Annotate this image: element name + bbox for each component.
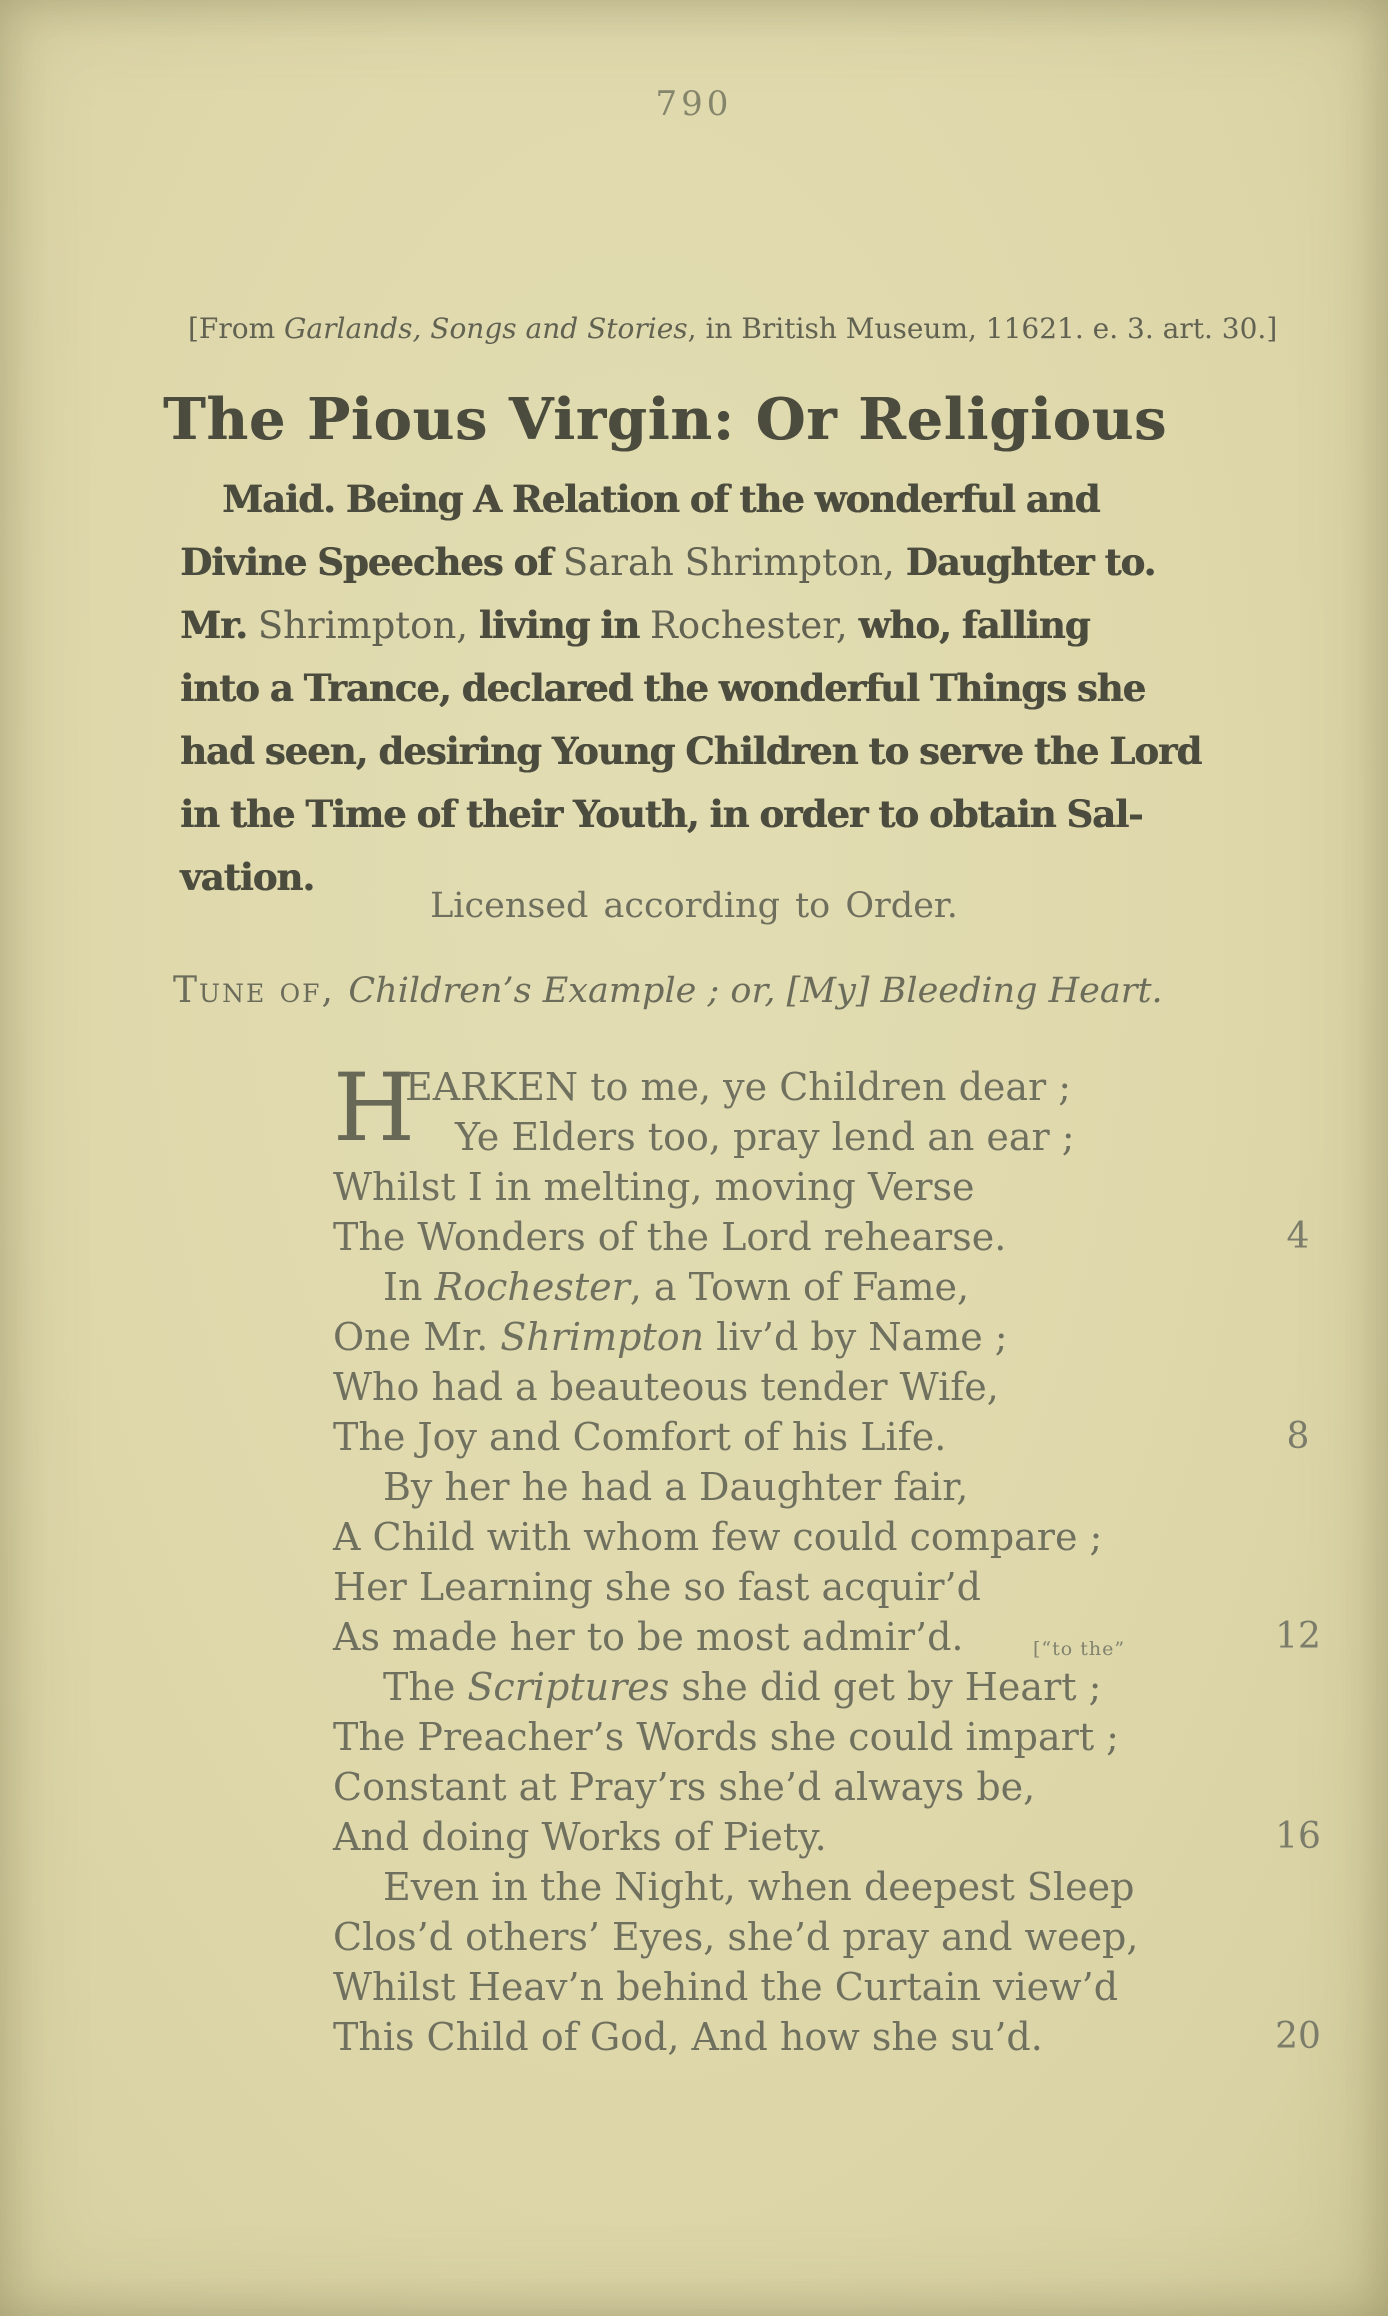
title-line [180,657,1300,720]
margin-note: [“to the” [1033,1638,1126,1660]
text-segment: in the Time of their Youth, in order to obtain Sal- [180,792,1143,836]
poem-line [333,1662,1353,1712]
text-segment: A Child with whom few could compare ; [333,1515,1103,1559]
poem-line [333,1962,1353,2012]
text-segment: EARKEN to me, ye Children dear ; [405,1065,1072,1109]
verse-number: 20 [1275,2016,1321,2057]
text-segment: And doing Works of Piety. [333,1815,827,1859]
text-segment: Rochester, [649,604,859,647]
ballad-title-subtitle [180,468,1300,909]
poem-line [333,1362,1353,1412]
ballad-title-line1: The Pious Virgin: Or Religious [163,386,1168,453]
text-segment: into a Trance, declared the wonderful Things she [180,666,1146,710]
text-segment: Who had a beauteous tender Wife, [333,1365,999,1409]
text-segment: Clos’d others’ Eyes, she’d pray and weep, [333,1915,1139,1959]
text-segment: Shrimpton [500,1315,705,1359]
text-segment: [From [188,312,285,345]
text-segment: Whilst I in melting, moving Verse [333,1165,975,1209]
poem-line [333,1162,1353,1212]
title-line [180,531,1300,594]
text-segment: The Joy and Comfort of his Life. [333,1415,947,1459]
text-segment: Scriptures [467,1665,670,1709]
poem-body [333,1054,1353,2062]
title-line [180,783,1300,846]
text-segment: Shrimpton, [257,604,479,647]
poem-line [333,1312,1353,1362]
license-line: Licensed according to Order. [430,886,958,926]
poem-line [333,1462,1353,1512]
verse-number: 16 [1275,1816,1321,1857]
poem-line [333,1862,1353,1912]
text-segment: had seen, desiring Young Children to serve the Lord [180,729,1202,773]
text-segment: , a Town of Fame, [629,1265,970,1309]
text-segment: who, falling [858,603,1090,647]
text-segment: As made her to be most admir’d. [333,1615,964,1659]
text-segment: , in British Museum, 11621. e. 3. art. 30.] [687,312,1278,345]
text-segment: In [383,1265,435,1309]
text-segment: Ye Elders too, pray lend an ear ; [455,1115,1075,1159]
drop-cap-H: H [333,1054,415,1163]
poem-line [333,1262,1353,1312]
title-line [180,720,1300,783]
text-segment: Whilst Heav’n behind the Curtain view’d [333,1965,1119,2009]
text-segment: One Mr. [333,1315,501,1359]
text-segment: The Preacher’s Words she could impart ; [333,1715,1119,1759]
poem-line [333,1212,1353,1262]
poem-line [333,1562,1353,1612]
text-segment: Rochester [434,1265,630,1309]
text-segment: living in [478,603,650,647]
poem-line [333,1712,1353,1762]
text-segment: Even in the Night, when deepest Sleep [383,1865,1135,1909]
text-segment: Garlands, Songs and Stories [284,312,688,345]
text-segment: vation. [180,855,315,899]
page-number: 790 [655,84,733,124]
poem-line [333,1812,1353,1862]
poem-line [333,1512,1353,1562]
text-segment: The [383,1665,468,1709]
text-segment: Tune of, [173,970,349,1011]
text-segment: This Child of God, And how she su’d. [333,2015,1043,2059]
text-segment: Children’s Example ; or, [My] Bleeding Heart. [348,971,1163,1011]
text-segment: Mr. [180,603,258,647]
text-segment: she did get by Heart ; [669,1665,1102,1709]
verse-number: 12 [1275,1616,1321,1657]
poem-line [333,1762,1353,1812]
title-line [180,468,1300,531]
poem-line [333,1912,1353,1962]
tune-line [173,970,1163,1011]
text-segment: Constant at Pray’rs she’d always be, [333,1765,1036,1809]
text-segment: By her he had a Daughter fair, [383,1465,969,1509]
poem-line [333,1062,1353,1112]
text-segment: liv’d by Name ; [704,1315,1008,1359]
poem-line [333,1412,1353,1462]
poem-line [333,1112,1353,1162]
text-segment: Her Learning she so fast acquir’d [333,1565,981,1609]
text-segment: Maid. Being A Relation of the wonderful and [222,477,1100,521]
text-segment: Sarah Shrimpton, [562,541,906,584]
poem-line [333,2012,1353,2062]
text-segment: Daughter to. [905,540,1156,584]
text-segment: Divine Speeches of [180,540,563,584]
verse-number: 8 [1286,1416,1310,1457]
source-attribution [188,312,1277,345]
verse-number: 4 [1286,1216,1310,1257]
poem-line [333,1612,1353,1662]
title-line [180,594,1300,657]
text-segment: The Wonders of the Lord rehearse. [333,1215,1007,1259]
